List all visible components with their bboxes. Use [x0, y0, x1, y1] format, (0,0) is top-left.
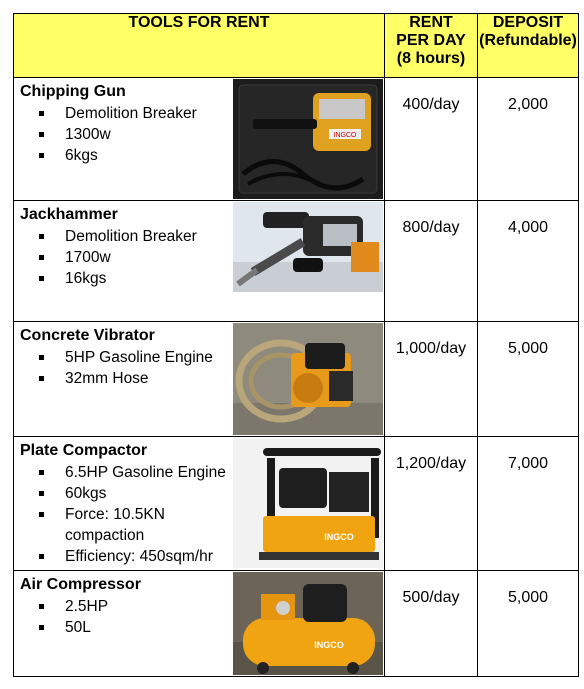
tool-name: Concrete Vibrator	[20, 327, 155, 344]
spec-item: 6kgs	[20, 145, 235, 166]
spec-item: Demolition Breaker	[20, 226, 235, 247]
spec-item: 2.5HP	[20, 596, 235, 617]
jackhammer-photo	[233, 202, 383, 292]
deposit-cell: 5,000	[478, 571, 579, 677]
spec-item: 1300w	[20, 124, 235, 145]
spec-item: 50L	[20, 617, 235, 638]
air-compressor-photo	[233, 572, 383, 675]
tool-cell	[14, 201, 385, 322]
spec-item: Demolition Breaker	[20, 103, 235, 124]
deposit-header: DEPOSIT (Refundable)	[478, 14, 579, 78]
table-row	[14, 437, 579, 571]
svg-text:INGCO: INGCO	[333, 132, 357, 139]
tools-rental-table	[13, 13, 579, 677]
deposit-cell: 7,000	[478, 437, 579, 571]
tool-name: Jackhammer	[20, 206, 118, 223]
svg-text:INGCO: INGCO	[324, 532, 354, 542]
rent-cell: 1,200/day	[385, 437, 478, 571]
deposit-cell: 2,000	[478, 78, 579, 201]
rent-cell: 800/day	[385, 201, 478, 322]
spec-list	[20, 226, 235, 289]
spec-list	[20, 462, 235, 567]
spec-item: Force: 10.5KN compaction	[20, 504, 235, 546]
svg-text:INGCO: INGCO	[314, 640, 344, 650]
spec-item: 5HP Gasoline Engine	[20, 347, 235, 368]
table-row	[14, 571, 579, 677]
tool-cell	[14, 571, 385, 677]
plate-compactor-photo	[233, 438, 383, 568]
spec-item: 32mm Hose	[20, 368, 235, 389]
deposit-cell: 4,000	[478, 201, 579, 322]
rent-cell: 1,000/day	[385, 322, 478, 437]
tools-header: TOOLS FOR RENT	[14, 14, 385, 78]
spec-list	[20, 103, 235, 166]
table-row	[14, 201, 579, 322]
table-row	[14, 78, 579, 201]
spec-list	[20, 347, 235, 389]
tool-cell	[14, 322, 385, 437]
chipping-gun-photo	[233, 79, 383, 199]
concrete-vibrator-photo	[233, 323, 383, 435]
spec-item: 1700w	[20, 247, 235, 268]
tool-name: Air Compressor	[20, 576, 141, 593]
table-row	[14, 322, 579, 437]
tool-cell	[14, 437, 385, 571]
spec-item: 6.5HP Gasoline Engine	[20, 462, 235, 483]
tool-name: Chipping Gun	[20, 83, 126, 100]
rent-header: RENT PER DAY (8 hours)	[385, 14, 478, 78]
spec-item: Efficiency: 450sqm/hr	[20, 546, 235, 567]
header-row	[14, 14, 579, 78]
tool-name: Plate Compactor	[20, 442, 148, 459]
spec-item: 16kgs	[20, 268, 235, 289]
rent-cell: 400/day	[385, 78, 478, 201]
spec-list	[20, 596, 235, 638]
deposit-cell: 5,000	[478, 322, 579, 437]
rent-cell: 500/day	[385, 571, 478, 677]
spec-item: 60kgs	[20, 483, 235, 504]
tool-cell	[14, 78, 385, 201]
